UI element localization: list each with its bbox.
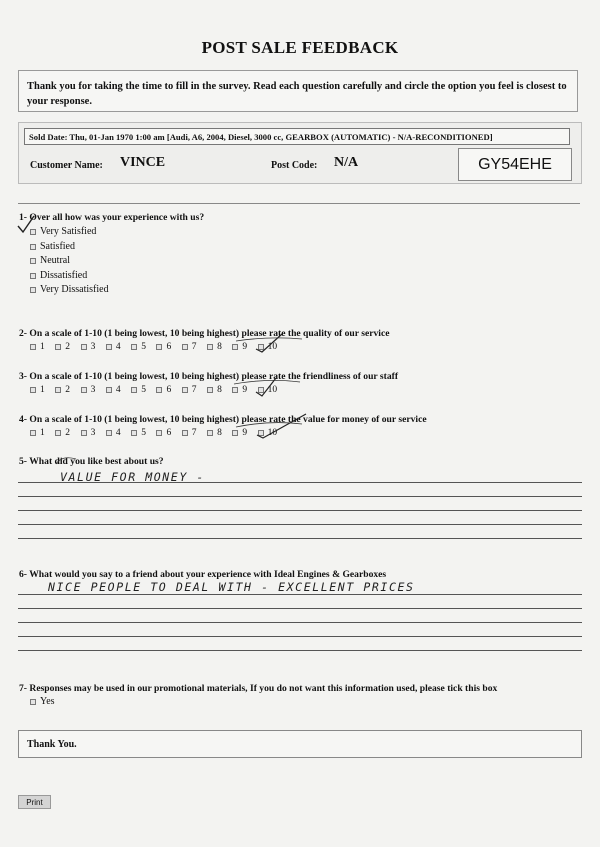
checkbox[interactable] — [182, 387, 188, 393]
question-3: 3- On a scale of 1-10 (1 being lowest, 10 being highest) please rate the friendliness of our staff — [19, 371, 399, 382]
scale-option-5[interactable]: 5 — [131, 342, 156, 352]
scale-option-6[interactable]: 6 — [156, 428, 181, 438]
checkbox[interactable] — [207, 344, 213, 350]
scale-option-10[interactable]: 10 — [258, 342, 283, 352]
checkbox[interactable] — [30, 258, 36, 264]
scale-option-7[interactable]: 7 — [182, 428, 207, 438]
scale-option-8[interactable]: 8 — [207, 428, 232, 438]
scale-option-4[interactable]: 4 — [106, 428, 131, 438]
sold-date-line: Sold Date: Thu, 01-Jan 1970 1:00 am [Audi, A6, 2004, Diesel, 3000 cc, GEARBOX (AUTOMATIC) - N/A-RECONDITIONED] — [24, 128, 570, 145]
checkbox[interactable] — [131, 387, 137, 393]
thank-you-box: Thank You. — [18, 730, 582, 758]
q1-option-very-satisfied[interactable]: Very Satisfied — [30, 225, 109, 240]
scale-option-1[interactable]: 1 — [30, 428, 55, 438]
checkbox[interactable] — [131, 430, 137, 436]
scale-option-7[interactable]: 7 — [182, 385, 207, 395]
q1-option-satisfied[interactable]: Satisfied — [30, 240, 109, 255]
scale-option-8[interactable]: 8 — [207, 385, 232, 395]
answer-line[interactable] — [18, 538, 582, 539]
answer-line[interactable] — [18, 510, 582, 511]
scale-option-4[interactable]: 4 — [106, 342, 131, 352]
scale-option-3[interactable]: 3 — [81, 428, 106, 438]
scale-option-2[interactable]: 2 — [55, 342, 80, 352]
scale-option-9[interactable]: 9 — [232, 428, 257, 438]
checkbox[interactable] — [30, 430, 36, 436]
question-7: 7- Responses may be used in our promotional materials, If you do not want this information used, please tick this box — [19, 683, 498, 694]
q7-option-yes[interactable]: Yes — [30, 695, 55, 710]
scale-option-8[interactable]: 8 — [207, 342, 232, 352]
scale-option-4[interactable]: 4 — [106, 385, 131, 395]
customer-name-value: VINCE — [120, 155, 166, 170]
checkbox[interactable] — [30, 244, 36, 250]
answer-line[interactable] — [18, 608, 582, 609]
form-title: POST SALE FEEDBACK — [201, 38, 399, 57]
checkbox[interactable] — [106, 430, 112, 436]
checkbox[interactable] — [232, 387, 238, 393]
q6-handwritten-answer: NICE PEOPLE TO DEAL WITH - EXCELLENT PRICES — [48, 580, 415, 594]
scale-option-9[interactable]: 9 — [232, 385, 257, 395]
checkbox[interactable] — [81, 344, 87, 350]
checkbox[interactable] — [156, 344, 162, 350]
postcode-value: N/A — [334, 155, 359, 170]
answer-line[interactable] — [18, 524, 582, 525]
q1-options — [30, 225, 109, 298]
answer-line[interactable] — [18, 496, 582, 497]
checkbox[interactable] — [55, 387, 61, 393]
checkbox[interactable] — [55, 344, 61, 350]
checkbox[interactable] — [55, 430, 61, 436]
checkbox[interactable] — [30, 229, 36, 235]
checkbox[interactable] — [182, 344, 188, 350]
q7-options — [30, 695, 55, 710]
q4-scale — [30, 428, 283, 438]
scale-option-9[interactable]: 9 — [232, 342, 257, 352]
answer-line[interactable] — [18, 594, 582, 595]
checkbox[interactable] — [30, 387, 36, 393]
checkbox[interactable] — [30, 344, 36, 350]
scale-option-1[interactable]: 1 — [30, 385, 55, 395]
scale-option-1[interactable]: 1 — [30, 342, 55, 352]
question-4: 4- On a scale of 1-10 (1 being lowest, 10 being highest) please rate the value for money of our service — [19, 414, 427, 425]
checkbox[interactable] — [106, 344, 112, 350]
intro-box: Thank you for taking the time to fill in the survey. Read each question carefully and circle the option you feel is closest to your response. — [18, 70, 578, 112]
checkbox[interactable] — [258, 430, 264, 436]
question-6: 6- What would you say to a friend about your experience with Ideal Engines & Gearboxes — [19, 569, 387, 580]
checkbox[interactable] — [30, 273, 36, 279]
answer-line[interactable] — [18, 650, 582, 651]
checkbox[interactable] — [156, 430, 162, 436]
scale-option-7[interactable]: 7 — [182, 342, 207, 352]
customer-name-label: Customer Name: — [30, 160, 103, 171]
checkbox[interactable] — [30, 287, 36, 293]
checkbox[interactable] — [81, 387, 87, 393]
scale-option-2[interactable]: 2 — [55, 385, 80, 395]
q5-handwritten-answer: VALUE FOR MONEY - — [60, 470, 205, 484]
question-5: 5- What did you like best about us? — [19, 456, 164, 467]
checkbox[interactable] — [232, 430, 238, 436]
scale-option-6[interactable]: 6 — [156, 385, 181, 395]
scale-option-6[interactable]: 6 — [156, 342, 181, 352]
print-button[interactable]: Print — [18, 795, 51, 809]
scale-option-10[interactable]: 10 — [258, 428, 283, 438]
answer-line[interactable] — [18, 622, 582, 623]
scale-option-10[interactable]: 10 — [258, 385, 283, 395]
checkbox[interactable] — [207, 387, 213, 393]
postcode-label: Post Code: — [271, 160, 318, 171]
checkbox[interactable] — [30, 699, 36, 705]
question-2: 2- On a scale of 1-10 (1 being lowest, 10 being highest) please rate the quality of our service — [19, 328, 390, 339]
question-1: 1- Over all how was your experience with us? — [19, 212, 205, 223]
checkbox[interactable] — [81, 430, 87, 436]
registration-plate: GY54EHE — [458, 148, 572, 181]
q3-scale — [30, 385, 283, 395]
checkbox[interactable] — [258, 387, 264, 393]
q1-option-dissatisfied[interactable]: Dissatisfied — [30, 269, 109, 284]
checkbox[interactable] — [232, 344, 238, 350]
q1-option-very-dissatisfied[interactable]: Very Dissatisfied — [30, 283, 109, 298]
divider — [18, 203, 580, 204]
scale-option-2[interactable]: 2 — [55, 428, 80, 438]
checkbox[interactable] — [156, 387, 162, 393]
checkbox[interactable] — [182, 430, 188, 436]
checkbox[interactable] — [258, 344, 264, 350]
q2-scale — [30, 342, 283, 352]
checkbox[interactable] — [207, 430, 213, 436]
scale-option-5[interactable]: 5 — [131, 428, 156, 438]
checkbox[interactable] — [131, 344, 137, 350]
answer-line[interactable] — [18, 636, 582, 637]
answer-line[interactable] — [18, 482, 582, 483]
checkbox[interactable] — [106, 387, 112, 393]
scale-option-3[interactable]: 3 — [81, 385, 106, 395]
scale-option-3[interactable]: 3 — [81, 342, 106, 352]
q1-option-neutral[interactable]: Neutral — [30, 254, 109, 269]
scale-option-5[interactable]: 5 — [131, 385, 156, 395]
